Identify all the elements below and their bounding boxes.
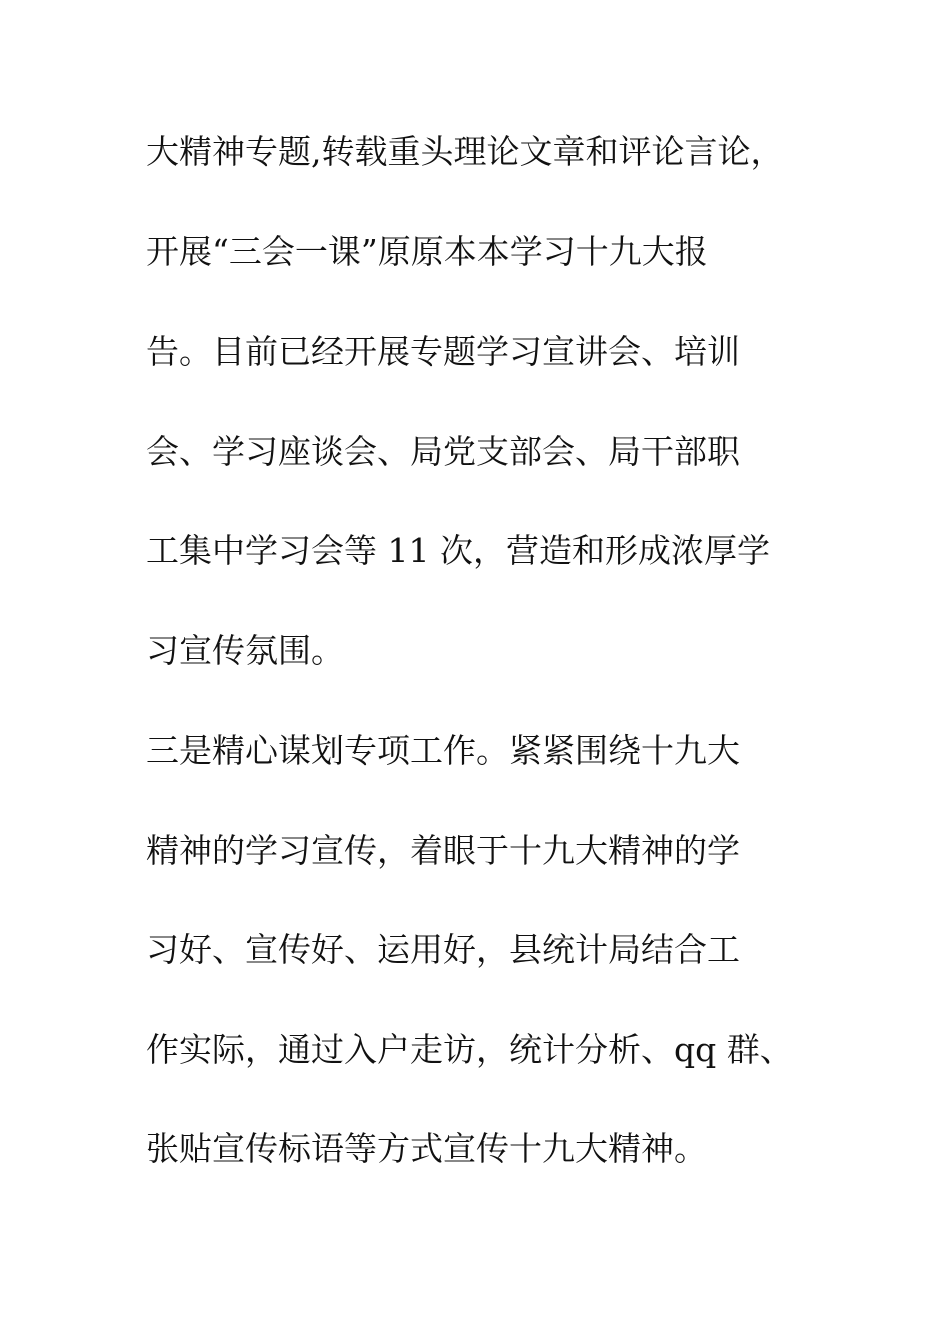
text-line-6: 习宣传氛围。 [146, 631, 344, 670]
text-line-2: 开展“三会一课”原原本本学习十九大报 [146, 232, 708, 271]
text-line-9: 习好、宣传好、运用好，县统计局结合工 [146, 930, 740, 969]
text-line-7: 三是精心谋划专项工作。紧紧围绕十九大 [146, 731, 740, 770]
text-line-1: 大精神专题,转载重头理论文章和评论言论， [146, 132, 784, 171]
text-line-3: 告。目前已经开展专题学习宣讲会、培训 [146, 332, 740, 371]
text-line-10: 作实际，通过入户走访，统计分析、qq 群、 [146, 1030, 793, 1069]
text-line-8: 精神的学习宣传，着眼于十九大精神的学 [146, 831, 740, 870]
text-line-11: 张贴宣传标语等方式宣传十九大精神。 [146, 1129, 707, 1168]
text-line-4: 会、学习座谈会、局党支部会、局干部职 [146, 432, 740, 471]
text-line-5: 工集中学习会等 11 次，营造和形成浓厚学 [146, 531, 770, 570]
